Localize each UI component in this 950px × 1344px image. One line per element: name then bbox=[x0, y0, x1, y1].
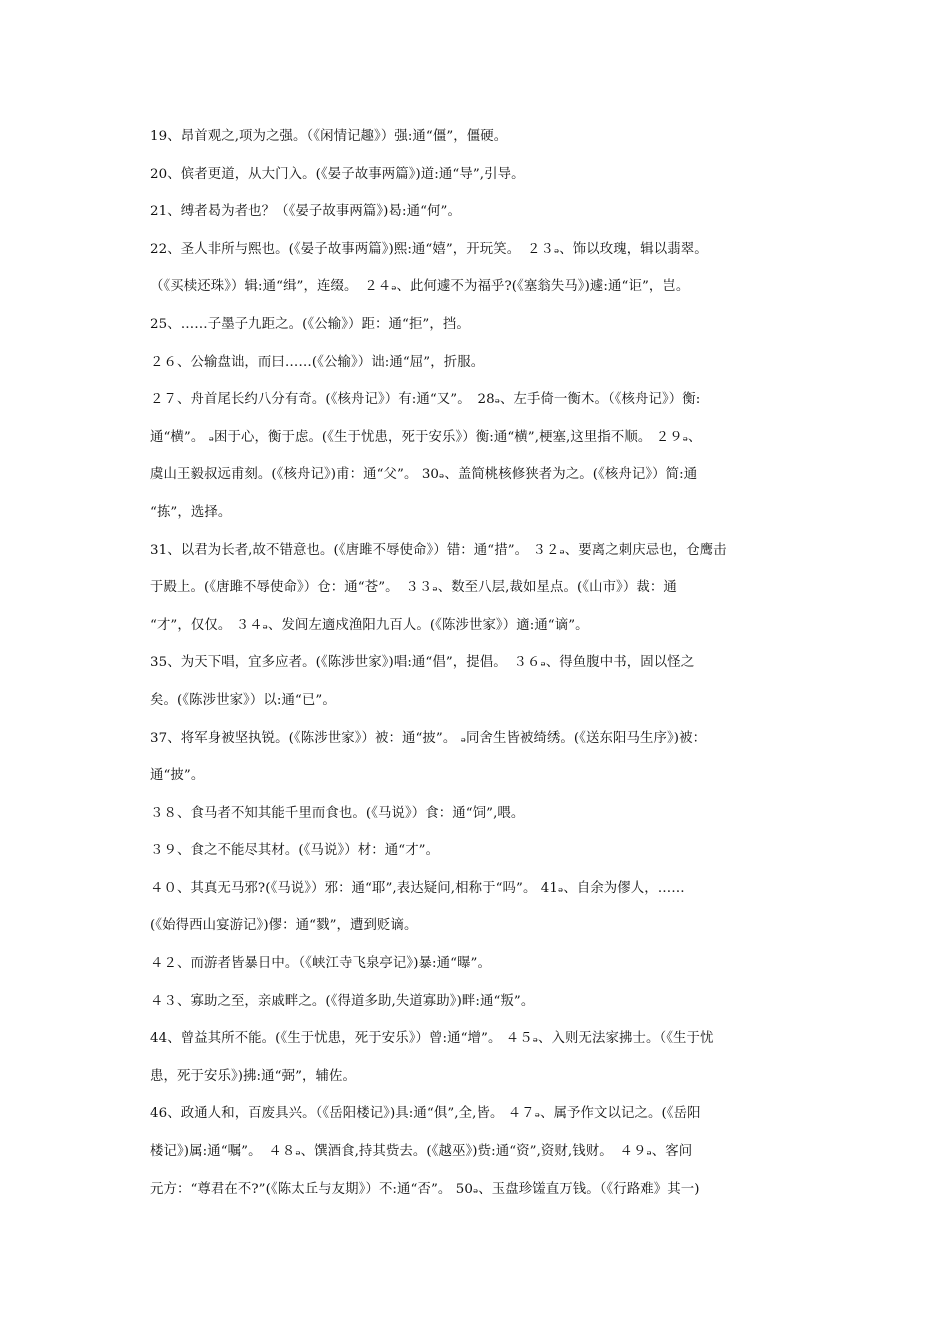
text-line: ４３、寡助之至，亲戚畔之。(《得道多助,失道寡助》)畔:通“叛”。 bbox=[150, 993, 535, 1009]
text-line: ２７、舟首尾长约八分有奇。(《核舟记》）有:通“又”。 28ₔ、左手倚一衡木。（《核舟记》）衡: bbox=[150, 392, 701, 408]
text-line: 37、将军身被坚执锐。(《陈涉世家》）被：通“披”。 ₔ同舍生皆被绮绣。(《送东阳马生序》)被： bbox=[150, 730, 707, 746]
text-line: 患，死于安乐》)拂:通“弼”，辅佐。 bbox=[150, 1068, 356, 1084]
text-line: （《买椟还珠》）辑:通“缉”，连缀。 ２４ₔ、此何遽不为福乎?(《塞翁失马》)遽:通“讵”，岂。 bbox=[150, 279, 690, 295]
text-line: 19、昂首观之,项为之强。（《闲情记趣》）强:通“僵”，僵硬。 bbox=[150, 129, 508, 144]
text-line: 35、为天下唱，宜多应者。(《陈涉世家》)唱:通“倡”，提倡。 ３６ₔ、得鱼腹中书，固以怪之 bbox=[150, 655, 695, 671]
text-line: 25、……子墨子九距之。(《公输》）距：通“拒”，挡。 bbox=[150, 316, 470, 332]
document-body bbox=[150, 122, 802, 1212]
text-line: 通“披”。 bbox=[150, 768, 205, 784]
text-line: 通“横”。 ₔ困于心，衡于虑。(《生于忧患，死于安乐》）衡:通“横”,梗塞,这里指不顺。 ２９ₔ、 bbox=[150, 429, 702, 445]
text-line: 44、曾益其所不能。(《生于忧患，死于安乐》）曾:通“增”。 ４５ₔ、入则无法家拂士。（《生于忧 bbox=[150, 1031, 714, 1047]
text-line: (《始得西山宴游记》)僇：通“戮”，遭到贬谪。 bbox=[150, 918, 418, 934]
text-line: 22、圣人非所与熙也。(《晏子故事两篇》)熙:通“嬉”，开玩笑。 ２３ₔ、饰以玫瑰，辑以翡翠。 bbox=[150, 241, 708, 257]
text-line: ４２、而游者皆暴日中。（《峡江寺飞泉亭记》)暴:通“曝”。 bbox=[150, 956, 491, 972]
text-line: 楼记》)属:通“嘱”。 ４８ₔ、馔酒食,持其赀去。(《越巫》)赀:通“资”,资财,钱财。 ４９ₔ、客问 bbox=[150, 1144, 693, 1160]
text-line: 20、傧者更道，从大门入。(《晏子故事两篇》)道:通“导”,引导。 bbox=[150, 166, 525, 182]
text-line: 元方：“尊君在不?”(《陈太丘与友期》）不:通“否”。 50ₔ、玉盘珍馐直万钱。（《行路难》其一) bbox=[150, 1181, 700, 1197]
text-line: ２６、公输盘诎，而曰……(《公输》）诎:通“屈”，折服。 bbox=[150, 354, 485, 370]
text-line: 31、以君为长者,故不错意也。(《唐雎不辱使命》）错：通“措”。 ３２ₔ、要离之刺庆忌也，仓鹰击 bbox=[150, 542, 727, 558]
text-line: 21、缚者曷为者也？（《晏子故事两篇》)曷:通“何”。 bbox=[150, 204, 461, 220]
text-line: “才”，仅仅。 ３４ₔ、发闾左適戍渔阳九百人。(《陈涉世家》）適:通“谪”。 bbox=[150, 617, 589, 633]
text-line: 于殿上。(《唐雎不辱使命》）仓：通“苍”。 ３３ₔ、数至八层,裁如星点。(《山市》）裁：通 bbox=[150, 580, 677, 596]
text-line: 虞山王毅叔远甫刻。(《核舟记》)甫：通“父”。 30ₔ、盖简桃核修狭者为之。(《核舟记》）简:通 bbox=[150, 467, 698, 483]
text-line: ３９、食之不能尽其材。(《马说》）材：通“才”。 bbox=[150, 843, 440, 859]
text-line: 矣。(《陈涉世家》）以:通“已”。 bbox=[150, 692, 336, 708]
text-line: ４０、其真无马邪?(《马说》）邪：通“耶”,表达疑问,相称于“吗”。 41ₔ、自余为僇人，…… bbox=[150, 880, 685, 896]
text-line: 46、政通人和，百废具兴。（《岳阳楼记》)具:通“俱”,全,皆。 ４７ₔ、属予作文以记之。(《岳阳 bbox=[150, 1106, 701, 1122]
text-line: “拣”，选择。 bbox=[150, 504, 232, 520]
text-line: ３８、食马者不知其能千里而食也。(《马说》）食：通“饲”,喂。 bbox=[150, 805, 525, 821]
